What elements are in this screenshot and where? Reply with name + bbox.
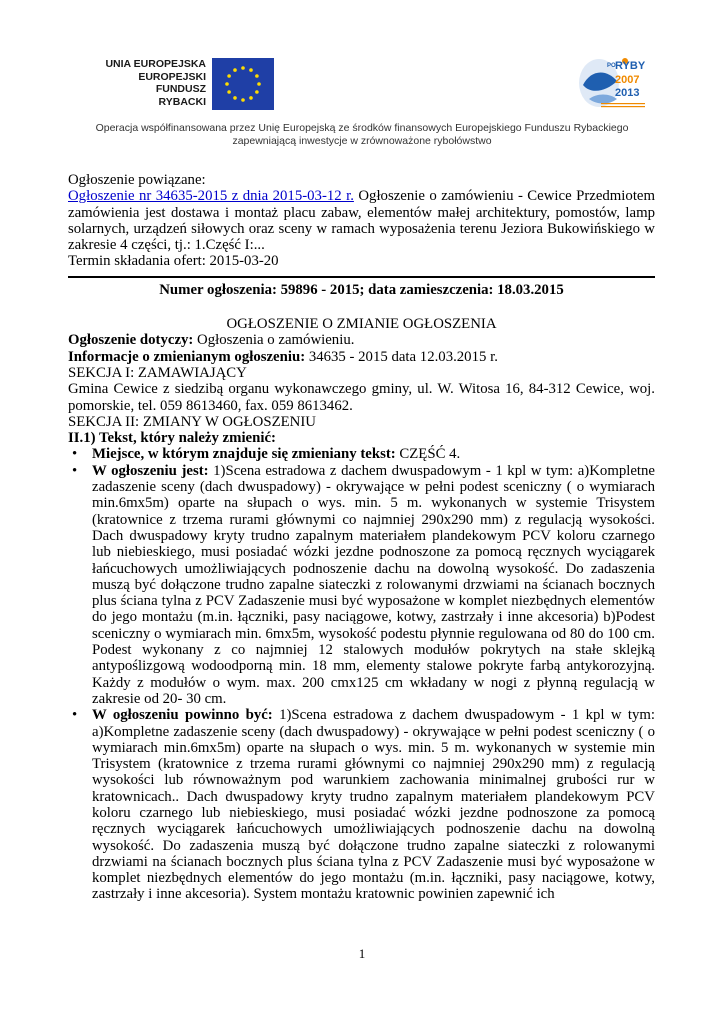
place-value: CZĘŚĆ 4. <box>395 446 461 463</box>
offer-deadline: Termin składania ofert: 2015-03-20 <box>68 253 279 270</box>
changed-notice-info-label: Informacje o zmienianym ogłoszeniu: <box>68 348 306 365</box>
ryby-year-end: 2013 <box>615 87 640 99</box>
current-text-body: 1)Scena estradowa z dachem dwuspadowym - 1 kpl w tym: a)Kompletne zadaszenie sceny (dach dwuspadowy) - okrywające w pełni podest sceniczny ( o wymiarach min.6mx5m) oparte na słupach o wys. min. 5 m. wykonanych w systemie Trisystem (kratownice z trzema rurami głównymi co najmniej 290x290 mm) z regulacją wysokości. Dach dwuspadowy kryty trudno zapalnym materiałem plandekowym PCV koloru czarnego lub niebieskiego, musi posiadać wózki jezdne podnoszone za pomocą ręcznych wyciągarek łańcuchowych umożliwiających podnoszenie dachu na dowolną wysokość. Do zadaszenia muszą być dołączone trudno zapalne siateczki z rolowanymi drzwiami na ścianach bocznych plus ściana tylna z PCV Zadaszenie musi być wyposażone w komplet niezbędnych elementów do jego montażu (m.in. łączniki, pasy naciągowe, kotwy, zastrzały i inne akcesoria) b)Podest sceniczny o wymiarach min. 6mx5m, wysokość podestu płynnie regulowana od 80 do 100 cm. Podest wykonany z co najmniej 12 stalowych modułów pokrytych na stałe sklejką antypoślizgową wodoodporną min. 18 mm, elementy stalowe pokryte farbą antykorozyjną. Każdy z modułów o wym. max. 200 cmx125 cm wkładany w nogi z płynną regulacją w zakresie od 20- 30 cm. <box>92 462 655 707</box>
ii1-heading: II.1) Tekst, który należy zmienić: <box>68 430 276 447</box>
po-ryby-logo <box>577 55 652 115</box>
list-item-place <box>92 446 655 462</box>
ryby-name-text: RYBY <box>615 60 646 72</box>
notice-concerns-label: Ogłoszenie dotyczy: <box>68 332 194 349</box>
eu-logo-text: UNIA EUROPEJSKA EUROPEJSKI FUNDUSZ RYBACKI <box>105 58 206 108</box>
current-text-label: W ogłoszeniu jest: <box>92 462 209 479</box>
document-body <box>68 172 655 903</box>
section-2-heading: SEKCJA II: ZMIANY W OGŁOSZENIU <box>68 413 316 430</box>
eu-fisheries-fund-logo <box>88 58 273 112</box>
new-text-body: 1)Scena estradowa z dachem dwuspadowym - 1 kpl w tym: a)Kompletne zadaszenie sceny (dach dwuspadowy) - okrywające w pełni podest sceniczny ( o wymiarach min.6mx5m) oparte na słupach o wys. min. 5 m. wykonanych w systemie min Trisystem (kratownice z trzema rurami głównymi co najmniej 290x290 mm) z regulacją wysokości lub równoważnym pod warunkiem zachowania minimalnej grubości rur w kratownicach.. Dach dwuspadowy kryty trudno zapalnym materiałem plandekowym PCV koloru czarnego lub niebieskiego, musi posiadać wózki jezdne podnoszone za pomocą ręcznych wyciągarek łańcuchowych umożliwiających podnoszenie dachu na dowolną wysokość. Do zadaszenia muszą być dołączone trudno zapalne siateczki z rolowanymi drzwiami na ścianach bocznych plus ściana tylna z PCV Zadaszenie musi być wyposażone w komplet niezbędnych elementów do jego montażu (m.in. łączniki, pasy naciągowe, kotwy, zastrzały i inne akcesoria). System montażu kratownic powinien zapewnić ich <box>92 707 655 903</box>
separator-line <box>68 276 655 278</box>
changed-notice-info <box>68 349 655 365</box>
cofinancing-statement: Operacja współfinansowana przez Unię Europejską ze środków finansowych Europejskiego Funduszu Rybackiego zapewniającą inwestycje w zrównoważone rybołówstwo <box>95 122 629 147</box>
place-label: Miejsce, w którym znajduje się zmieniany tekst: <box>92 446 396 463</box>
ryby-po-text: PO <box>607 63 616 69</box>
list-item-new-text <box>92 707 655 903</box>
notice-number: Numer ogłoszenia: 59896 - 2015; data zamieszczenia: 18.03.2015 <box>159 281 564 298</box>
contracting-authority: Gmina Cewice z siedzibą organu wykonawczego gminy, ul. W. Witosa 16, 84-312 Cewice, woj. pomorskie, tel. 059 8613460, fax. 059 8613462. <box>68 381 655 414</box>
related-summary: Ogłoszenie o zamówieniu - Cewice Przedmiotem zamówienia jest dostawa i montaż placu zabaw, elementów małej architektury, pomostów, lamp solarnych, urządzeń siłowych oraz sceny w ramach wyposażenia terenu Jeziora Bukowińskiego w zakresie 4 części, tj.: 1.Część I:... <box>68 188 656 254</box>
list-item-current-text <box>92 463 655 707</box>
section-1-heading: SEKCJA I: ZAMAWIAJĄCY <box>68 364 247 381</box>
page-number: 1 <box>358 946 366 961</box>
related-notice <box>68 188 655 253</box>
notice-title: OGŁOSZENIE O ZMIANIE OGŁOSZENIA <box>226 316 497 333</box>
notice-concerns-value: Ogłoszenia o zamówieniu. <box>193 332 355 349</box>
changed-notice-info-value: 34635 - 2015 data 12.03.2015 r. <box>305 348 498 365</box>
notice-concerns <box>68 332 655 348</box>
new-text-label: W ogłoszeniu powinno być: <box>92 707 273 724</box>
ryby-year-start: 2007 <box>615 74 640 86</box>
changes-list <box>68 446 655 902</box>
eu-flag-icon <box>212 58 274 110</box>
related-notice-link[interactable]: Ogłoszenie nr 34635-2015 z dnia 2015-03-12 r. <box>68 188 354 205</box>
related-label: Ogłoszenie powiązane: <box>68 172 206 188</box>
